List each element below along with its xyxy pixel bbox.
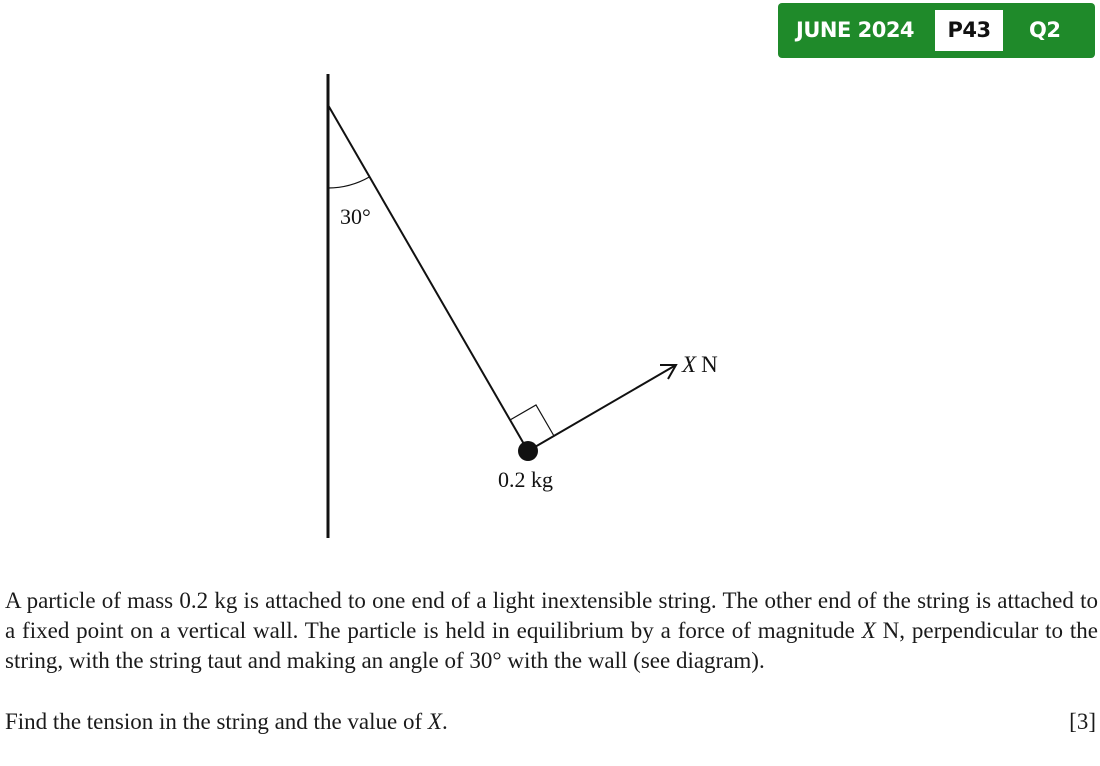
- question-text-part: N, perpendicular to the string, with the string taut and making an angle of 30° with the wall (see diagram).: [5, 618, 1099, 673]
- marks-label: [3]: [1069, 709, 1096, 734]
- question-instruction: [5, 707, 448, 737]
- instruction-text-part: .: [441, 709, 448, 734]
- paper-label: P43: [947, 18, 991, 42]
- force-label: [681, 352, 718, 377]
- session-label: JUNE 2024: [796, 18, 915, 42]
- particle: [518, 441, 538, 461]
- angle-arc: [328, 177, 370, 188]
- force-label-unit: N: [701, 352, 718, 377]
- force-label-variable: X: [682, 352, 697, 377]
- instruction-text-part: Find the tension in the string and the value of: [5, 709, 428, 734]
- mass-label: 0.2 kg: [498, 467, 553, 492]
- question-text-part: A particle of mass 0.2 kg is attached to one end of a light inextensible string. The other end of the string is attached to a fixed point on a vertical wall. The particle is held in equilibrium by a force of magnitude: [5, 588, 1098, 643]
- question-variable: X: [861, 618, 876, 643]
- force-arrow-shaft: [528, 365, 676, 451]
- question-paragraph: [5, 586, 1098, 676]
- angle-label: 30°: [340, 204, 371, 229]
- instruction-variable: X: [427, 709, 442, 734]
- question-number-label: Q2: [1029, 18, 1061, 42]
- string: [328, 105, 528, 451]
